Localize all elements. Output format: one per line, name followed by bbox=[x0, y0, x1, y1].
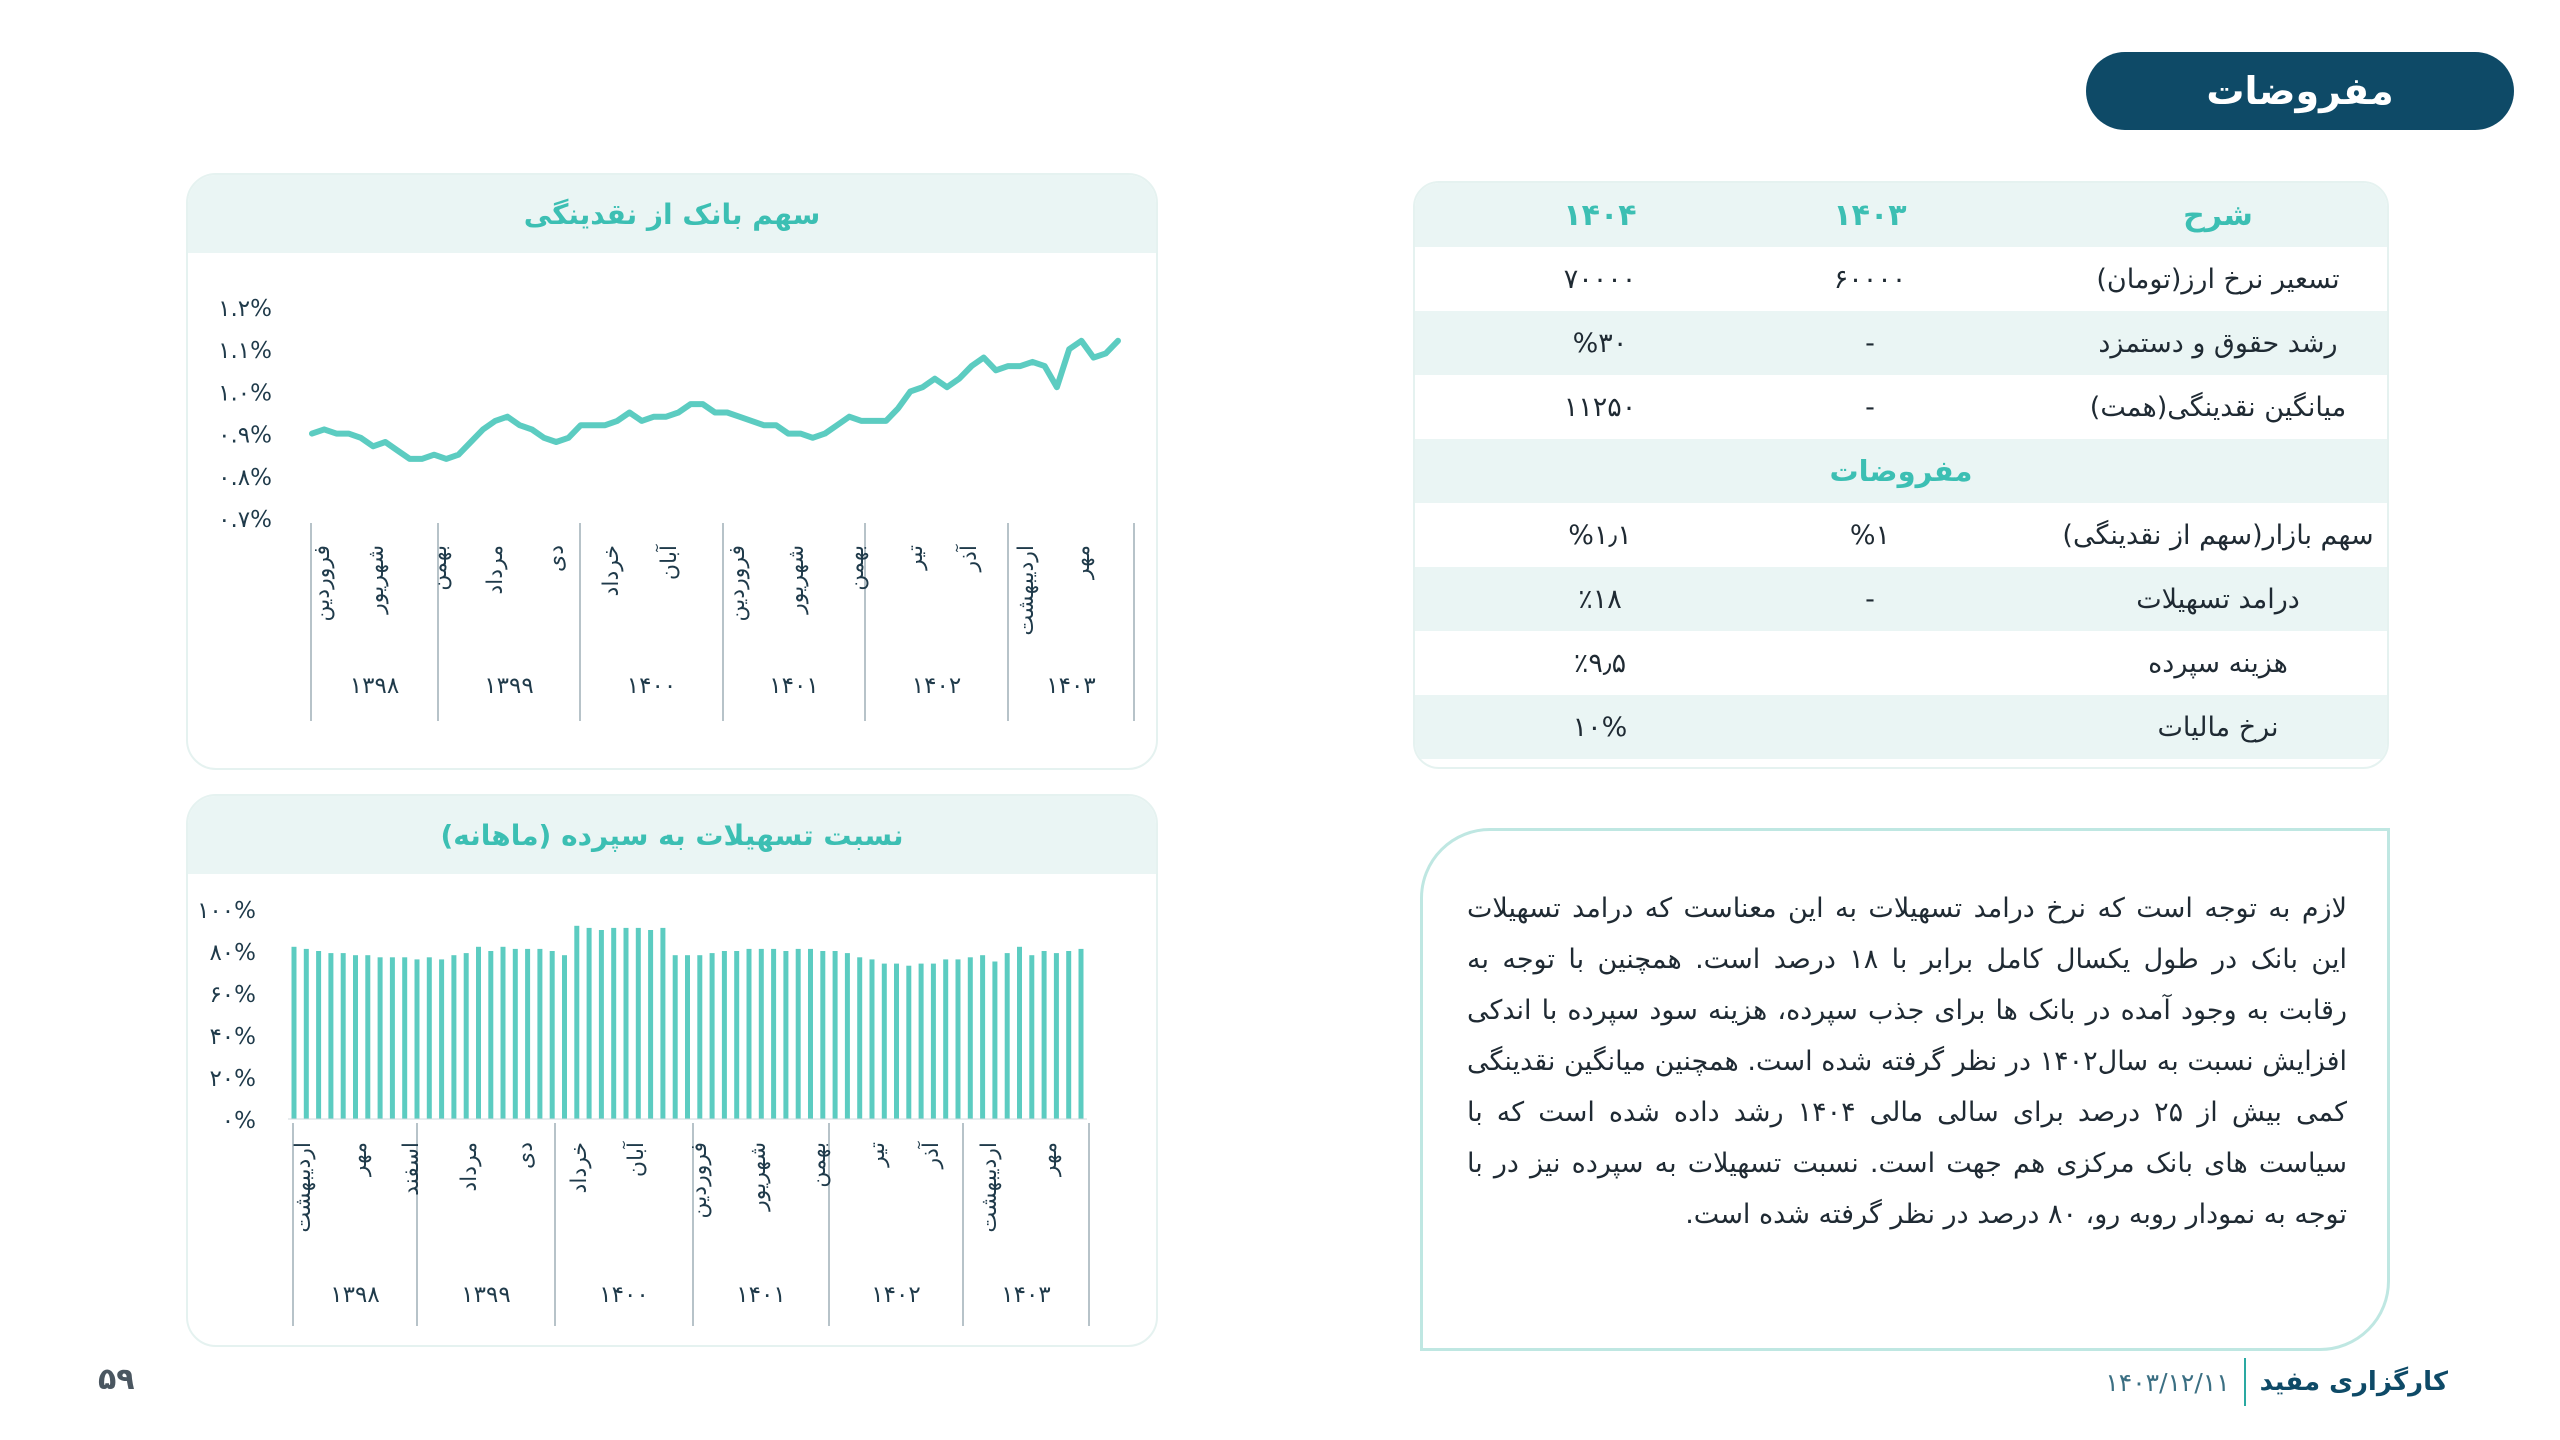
bar bbox=[439, 959, 444, 1119]
footer-date: ۱۴۰۳/۱۲/۱۱ bbox=[2105, 1367, 2230, 1397]
bar bbox=[820, 951, 825, 1119]
bar bbox=[906, 966, 911, 1119]
bar bbox=[574, 926, 579, 1119]
bar bbox=[747, 949, 752, 1119]
year-label: ۱۴۰۲ bbox=[871, 1282, 921, 1308]
bar bbox=[1066, 951, 1071, 1119]
month-label: دی bbox=[513, 1142, 538, 1170]
month-label: فروردین bbox=[310, 545, 335, 622]
bar bbox=[464, 953, 469, 1119]
chart-title: نسبت تسهیلات به سپرده (ماهانه) bbox=[188, 796, 1156, 874]
bar bbox=[722, 951, 727, 1119]
bar bbox=[1042, 951, 1047, 1119]
month-label: اردیبهشت bbox=[1014, 545, 1039, 636]
table-row bbox=[1415, 695, 2387, 759]
bar bbox=[845, 953, 850, 1119]
bar bbox=[992, 962, 997, 1120]
bar bbox=[1029, 955, 1034, 1119]
bar bbox=[931, 964, 936, 1119]
month-label: آذر bbox=[919, 1142, 944, 1169]
bar bbox=[833, 951, 838, 1119]
bar bbox=[783, 951, 788, 1119]
row-desc: میانگین نقدینگی(همت) bbox=[2089, 391, 2347, 423]
row-1403 bbox=[1765, 695, 1975, 759]
bar bbox=[710, 953, 715, 1119]
year-label: ۱۳۹۸ bbox=[349, 673, 400, 699]
row-1403: - bbox=[1865, 583, 1875, 615]
bar bbox=[882, 964, 887, 1119]
month-label: تیر bbox=[865, 1142, 890, 1167]
footer bbox=[2105, 1358, 2448, 1406]
row-1404: %۱٫۱ bbox=[1568, 519, 1632, 551]
bar bbox=[451, 955, 456, 1119]
y-tick-label: ۰% bbox=[221, 1108, 256, 1134]
month-label: تیر bbox=[903, 545, 928, 570]
bar bbox=[759, 949, 764, 1119]
bar bbox=[525, 949, 530, 1119]
table-section-row bbox=[1415, 439, 2387, 503]
bar bbox=[968, 957, 973, 1119]
row-1404: ۷۰۰۰۰ bbox=[1563, 263, 1637, 295]
y-tick-label: ۱۰۰% bbox=[197, 898, 256, 924]
bar bbox=[648, 930, 653, 1119]
bar bbox=[796, 949, 801, 1119]
bar bbox=[328, 953, 333, 1119]
row-1404: %۳۰ bbox=[1572, 327, 1628, 359]
row-1404: ۱۱۲۵۰ bbox=[1563, 391, 1637, 423]
year-label: ۱۴۰۱ bbox=[736, 1282, 786, 1308]
y-tick-label: ۰.۸% bbox=[218, 464, 272, 491]
liquidity-share-chart-card bbox=[186, 173, 1158, 770]
table-header-row bbox=[1415, 183, 2387, 247]
liquidity-share-chart bbox=[188, 175, 1158, 770]
month-label: آبان bbox=[657, 545, 682, 581]
bar bbox=[427, 957, 432, 1119]
table-row bbox=[1415, 567, 2387, 631]
series-line bbox=[312, 341, 1118, 459]
month-label: خرداد bbox=[567, 1142, 592, 1194]
row-1403: %۱ bbox=[1849, 519, 1891, 551]
bar bbox=[513, 949, 518, 1119]
bar bbox=[611, 928, 616, 1119]
bar bbox=[1005, 953, 1010, 1119]
bar bbox=[956, 959, 961, 1119]
bar bbox=[537, 949, 542, 1119]
bar bbox=[390, 957, 395, 1119]
y-tick-label: ۰.۷% bbox=[218, 507, 272, 533]
table-row bbox=[1415, 503, 2387, 567]
footer-divider bbox=[2244, 1358, 2246, 1406]
month-label: شهریور bbox=[746, 1142, 771, 1211]
footer-brand: کارگزاری مفید bbox=[2259, 1367, 2448, 1397]
bar bbox=[587, 928, 592, 1119]
y-tick-label: ۸۰% bbox=[209, 940, 256, 966]
bar bbox=[402, 957, 407, 1119]
row-1404: ٪۹٫۵ bbox=[1573, 647, 1627, 679]
year-label: ۱۳۹۹ bbox=[461, 1282, 511, 1308]
month-label: اردیبهشت bbox=[291, 1142, 316, 1233]
header-1403: ۱۴۰۳ bbox=[1833, 197, 1907, 233]
month-label: فروردین bbox=[687, 1142, 712, 1219]
y-tick-label: ۱.۲% bbox=[218, 296, 272, 322]
month-label: مرداد bbox=[483, 545, 508, 595]
page-title: مفروضات bbox=[2086, 52, 2514, 130]
table-row bbox=[1415, 311, 2387, 375]
year-label: ۱۴۰۰ bbox=[626, 673, 677, 699]
row-desc: تسعیر نرخ ارز(تومان) bbox=[2096, 263, 2340, 295]
bar bbox=[673, 955, 678, 1119]
y-tick-label: ۰.۹% bbox=[218, 422, 272, 449]
header-1404: ۱۴۰۴ bbox=[1563, 197, 1637, 233]
month-label: بهمن bbox=[427, 545, 452, 591]
bar bbox=[316, 951, 321, 1119]
month-label: خرداد bbox=[599, 545, 624, 597]
note-paragraph: لازم به توجه است که نرخ درامد تسهیلات به این معناست که درامد تسهیلات این بانک در طول یکسال کامل برابر با ۱۸ درصد است. همچنین با توجه به رقابت به وجود آمده در بانک ها برای جذب سپرده، هزینه سود سپرده با اندکی افزایش نسبت به سال۱۴۰۲ در نظر گرفته شده است. همچنین میانگین نقدینگی کمی بیش از ۲۵ درصد برای سالی مالی ۱۴۰۴ رشد داده شده است که با سیاست های بانک مرکزی هم جهت است. نسبت تسهیلات به سپرده نیز در با توجه به نمودار روبه رو، ۸۰ درصد در نظر گرفته شده است. bbox=[1467, 893, 2347, 1230]
month-label: مرداد bbox=[457, 1142, 482, 1192]
bar bbox=[808, 949, 813, 1119]
bar bbox=[697, 955, 702, 1119]
row-1404: ۱۰% bbox=[1572, 711, 1628, 743]
bar bbox=[378, 957, 383, 1119]
month-label: مهر bbox=[1070, 545, 1095, 580]
month-label: دی bbox=[544, 545, 569, 573]
y-tick-label: ۱.۰% bbox=[218, 380, 272, 407]
page-number: ۵۹ bbox=[98, 1362, 135, 1397]
bar bbox=[1079, 949, 1084, 1119]
bar bbox=[562, 955, 567, 1119]
bar bbox=[870, 959, 875, 1119]
explanation-note bbox=[1420, 828, 2390, 1351]
month-label: شهریور bbox=[364, 545, 389, 614]
table-row bbox=[1415, 631, 2387, 695]
bar bbox=[341, 953, 346, 1119]
bar bbox=[771, 949, 776, 1119]
bar bbox=[636, 928, 641, 1119]
month-label: اسفند bbox=[399, 1142, 424, 1196]
row-1404: ٪۱۸ bbox=[1578, 583, 1622, 615]
month-label: آبان bbox=[624, 1142, 649, 1178]
month-label: آذر bbox=[957, 545, 982, 572]
bar bbox=[980, 955, 985, 1119]
section-label: مفروضات bbox=[1829, 454, 1973, 488]
table-row bbox=[1415, 375, 2387, 439]
y-tick-label: ۴۰% bbox=[209, 1024, 256, 1050]
table-row bbox=[1415, 247, 2387, 311]
bar bbox=[894, 964, 899, 1119]
month-label: مهر bbox=[1037, 1142, 1062, 1177]
bar bbox=[292, 947, 297, 1119]
y-tick-label: ۲۰% bbox=[209, 1066, 256, 1092]
bar bbox=[1054, 953, 1059, 1119]
bar bbox=[501, 947, 506, 1119]
bar bbox=[624, 928, 629, 1119]
row-desc: رشد حقوق و دستمزد bbox=[2098, 327, 2338, 359]
month-label: مهر bbox=[347, 1142, 372, 1177]
year-label: ۱۳۹۸ bbox=[330, 1282, 380, 1308]
row-1403 bbox=[1765, 631, 1975, 695]
y-tick-label: ۶۰% bbox=[209, 982, 256, 1008]
bar bbox=[685, 955, 690, 1119]
bar bbox=[476, 947, 481, 1119]
bar bbox=[943, 959, 948, 1119]
row-1403: - bbox=[1865, 391, 1875, 423]
row-1403: ۶۰۰۰۰ bbox=[1833, 263, 1907, 295]
bar bbox=[365, 955, 370, 1119]
year-label: ۱۴۰۰ bbox=[599, 1282, 649, 1308]
year-label: ۱۳۹۹ bbox=[484, 673, 534, 699]
month-label: بهمن bbox=[844, 545, 869, 591]
bar bbox=[734, 951, 739, 1119]
row-desc: سهم بازار(سهم از نقدینگی) bbox=[2062, 519, 2374, 551]
year-label: ۱۴۰۳ bbox=[1001, 1282, 1051, 1308]
assumptions-table bbox=[1413, 181, 2389, 769]
header-desc: شرح bbox=[2183, 197, 2253, 233]
month-label: فروردین bbox=[725, 545, 750, 622]
bar bbox=[353, 955, 358, 1119]
row-desc: نرخ مالیات bbox=[2157, 711, 2279, 743]
row-1403: - bbox=[1865, 327, 1875, 359]
y-tick-label: ۱.۱% bbox=[218, 338, 272, 365]
bar bbox=[488, 951, 493, 1119]
month-label: شهریور bbox=[784, 545, 809, 614]
bar bbox=[599, 930, 604, 1119]
year-label: ۱۴۰۲ bbox=[911, 673, 962, 699]
bar bbox=[415, 959, 420, 1119]
month-label: اردیبهشت bbox=[977, 1142, 1002, 1233]
year-label: ۱۴۰۱ bbox=[769, 673, 819, 699]
loan-deposit-ratio-chart-card bbox=[186, 794, 1158, 1347]
bar bbox=[304, 949, 309, 1119]
bar bbox=[1017, 947, 1022, 1119]
row-desc: درامد تسهیلات bbox=[2136, 583, 2300, 615]
month-label: بهمن bbox=[806, 1142, 831, 1188]
bar bbox=[919, 964, 924, 1119]
chart-title: سهم بانک از نقدینگی bbox=[188, 175, 1156, 253]
row-desc: هزینه سپرده bbox=[2148, 647, 2288, 679]
bar bbox=[857, 957, 862, 1119]
loan-deposit-ratio-chart bbox=[188, 796, 1158, 1347]
year-label: ۱۴۰۳ bbox=[1046, 673, 1096, 699]
bar bbox=[550, 951, 555, 1119]
bar bbox=[660, 928, 665, 1119]
